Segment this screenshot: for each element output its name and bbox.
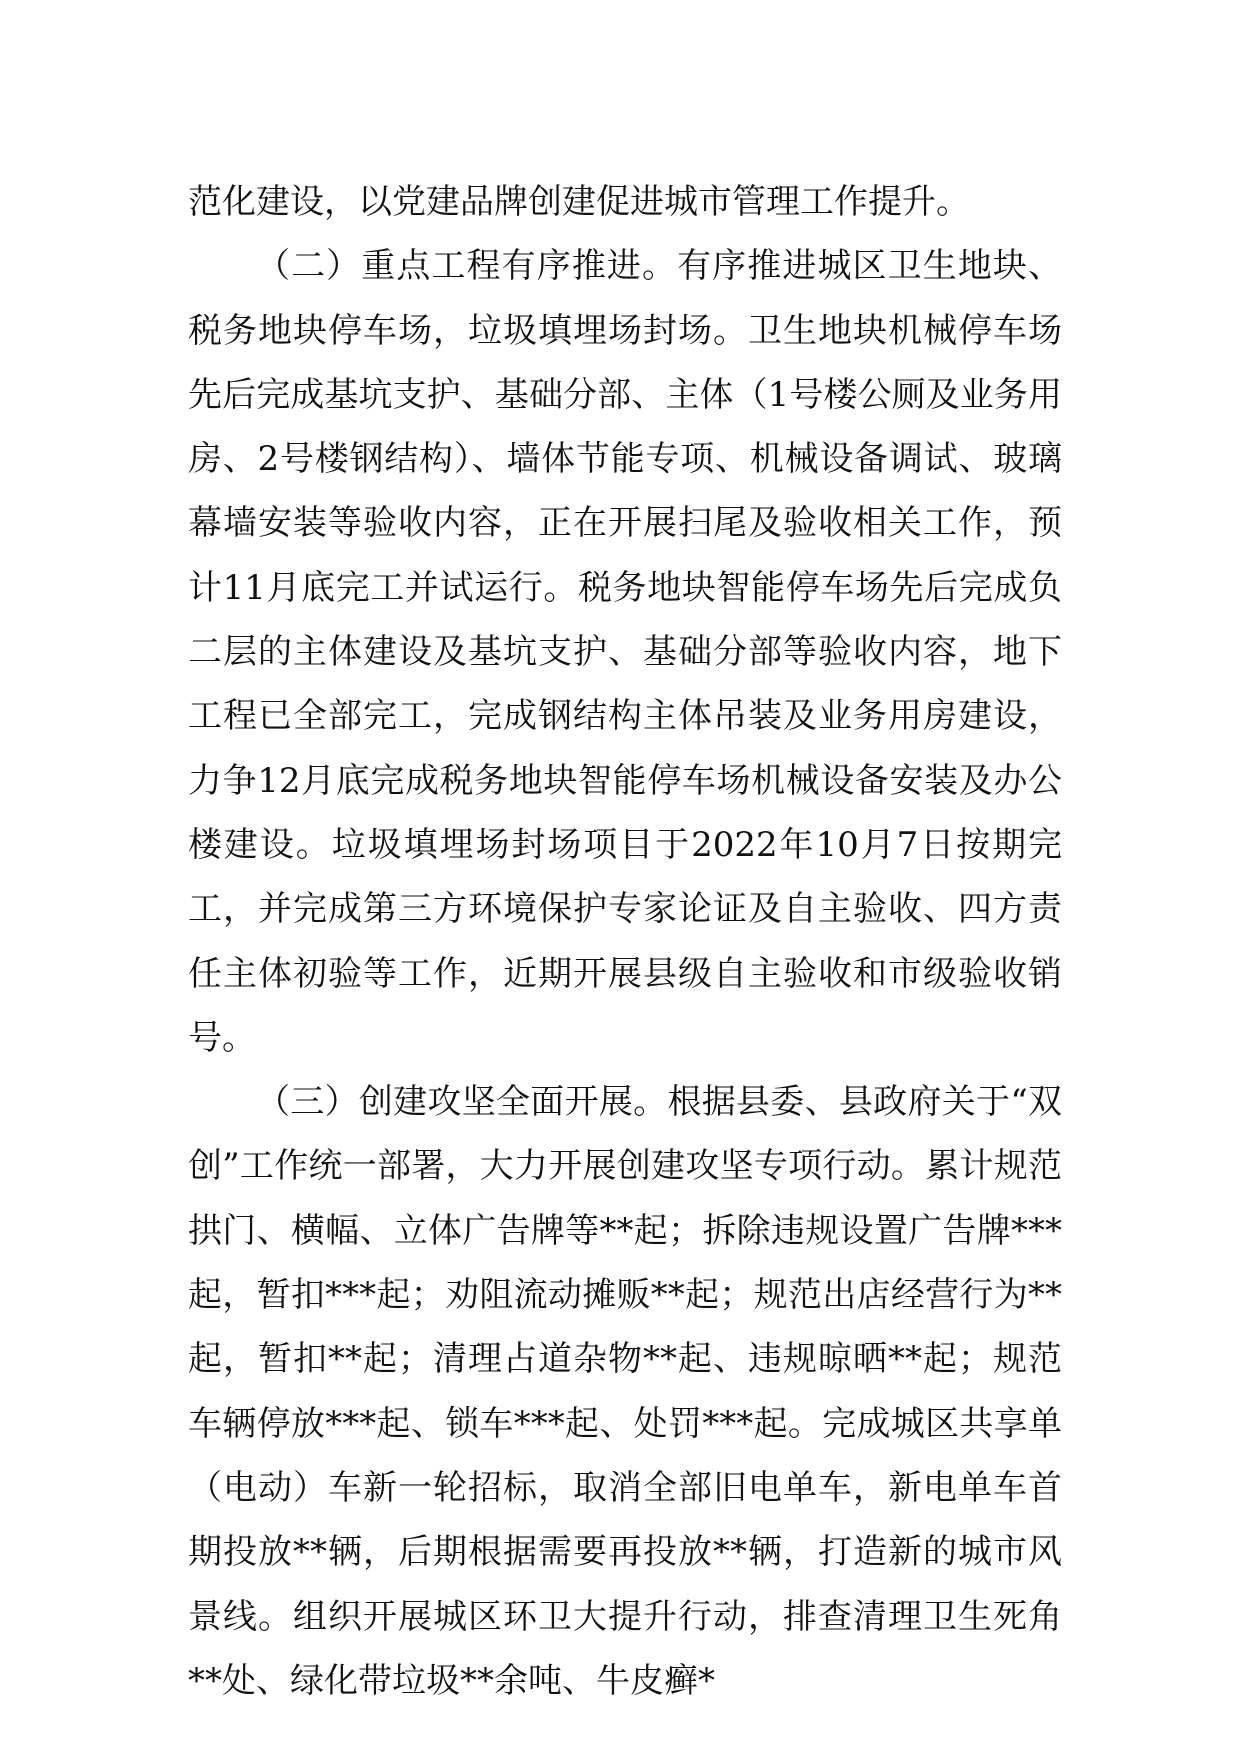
paragraph-3: （三）创建攻坚全面开展。根据县委、县政府关于“双创”工作统一部署，大力开展创建攻坚专项行动。累计规范拱门、横幅、立体广告牌等**起；拆除违规设置广告牌***起，暂扣***起；劝阻流动摊贩**起；规范出店经营行为**起，暂扣**起；清理占道杂物**起、违规晾晒**起；规范车辆停放***起、锁车***起、处罚***起。完成城区共享单（电动）车新一轮招标，取消全部旧电单车，新电单车首期投放**辆，后期根据需要再投放**辆，打造新的城市风景线。组织开展城区环卫大提升行动，排查清理卫生死角**处、绿化带垃圾**余吨、牛皮癣* — [188, 1082, 1062, 1701]
body-text — [188, 170, 1062, 1713]
paragraph-1: 范化建设，以党建品牌创建促进城市管理工作提升。 — [188, 182, 970, 222]
paragraph-2: （二）重点工程有序推进。有序推进城区卫生地块、税务地块停车场，垃圾填埋场封场。卫生地块机械停车场先后完成基坑支护、基础分部、主体（1号楼公厕及业务用房、2号楼钢结构）、墙体节能专项、机械设备调试、玻璃幕墙安装等验收内容，正在开展扫尾及验收相关工作，预计11月底完工并试运行。税务地块智能停车场先后完成负二层的主体建设及基坑支护、基础分部等验收内容，地下工程已全部完工，完成钢结构主体吊装及业务用房建设，力争12月底完成税务地块智能停车场机械设备安装及办公楼建设。垃圾填埋场封场项目于2022年10月7日按期完工，并完成第三方环境保护专家论证及自主验收、四方责任主体初验等工作，近期开展县级自主验收和市级验收销号。 — [188, 246, 1062, 1058]
